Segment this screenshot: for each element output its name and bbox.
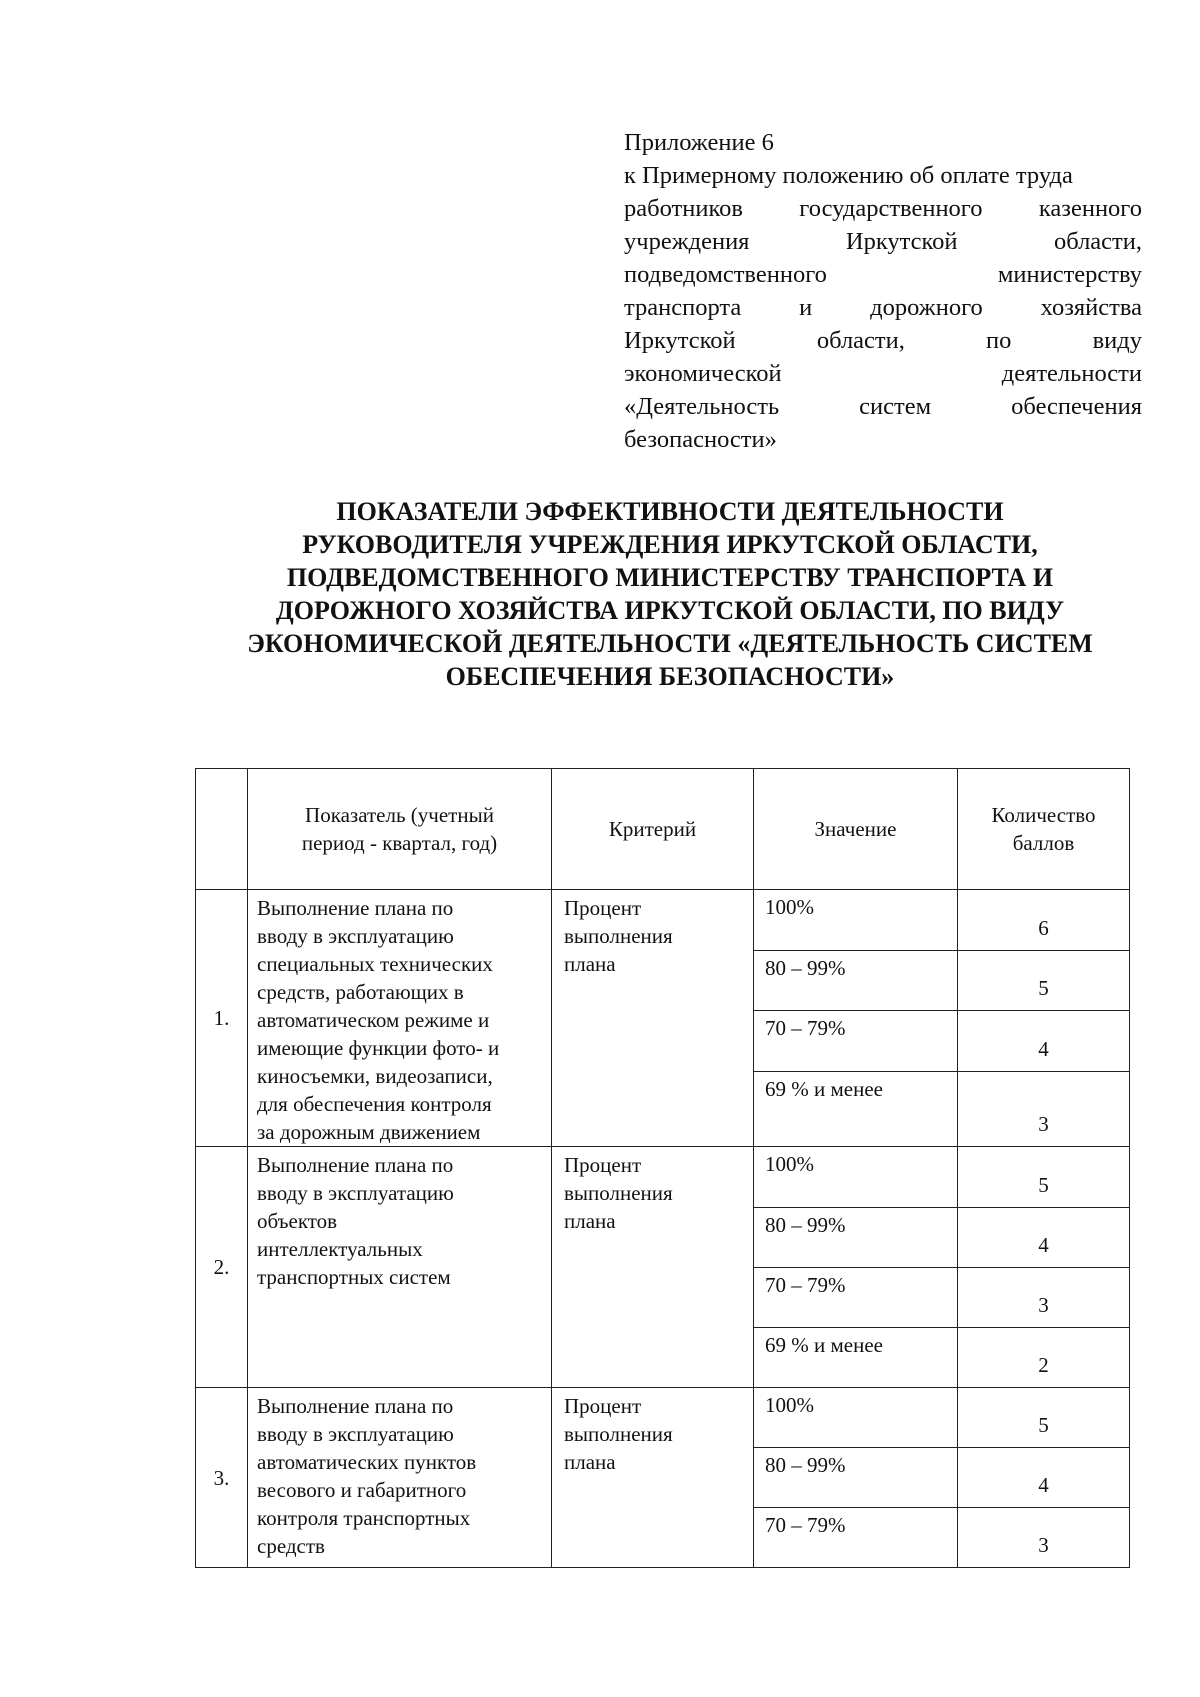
header-number — [196, 769, 248, 890]
value-points: 4 — [958, 1448, 1130, 1508]
indicator-line: объектов — [257, 1209, 338, 1233]
value-points: 2 — [958, 1328, 1130, 1388]
value-range: 80 – 99% — [754, 1208, 958, 1268]
indicator-line: транспортных систем — [257, 1265, 451, 1289]
value-range: 69 % и менее — [754, 1072, 958, 1147]
value-range: 100% — [754, 890, 958, 951]
title-line: ПОКАЗАТЕЛИ ЭФФЕКТИВНОСТИ ДЕЯТЕЛЬНОСТИ — [336, 497, 1004, 526]
title-line: ЭКОНОМИЧЕСКОЙ ДЕЯТЕЛЬНОСТИ «ДЕЯТЕЛЬНОСТЬ СИСТЕМ — [247, 629, 1093, 658]
value-range: 69 % и менее — [754, 1328, 958, 1388]
title-line: ДОРОЖНОГО ХОЗЯЙСТВА ИРКУТСКОЙ ОБЛАСТИ, ПО ВИДУ — [275, 596, 1065, 625]
table-row — [196, 890, 1130, 951]
indicator-line: киносъемки, видеозаписи, — [257, 1064, 493, 1088]
criterion-line: выполнения — [564, 1181, 673, 1205]
value-range: 70 – 79% — [754, 1011, 958, 1072]
value-range: 70 – 79% — [754, 1268, 958, 1328]
appendix-line: работников государственного казенного — [624, 195, 1142, 222]
indicator-line: автоматическом режиме и — [257, 1008, 490, 1032]
value-points: 4 — [958, 1011, 1130, 1072]
header-indicator-line: Показатель (учетный — [305, 803, 494, 827]
appendix-line: «Деятельность систем обеспечения — [624, 393, 1142, 420]
header-indicator-line: период - квартал, год) — [301, 831, 498, 855]
indicator-line: Выполнение плана по — [257, 1153, 454, 1177]
indicator-line: специальных технических — [257, 952, 493, 976]
appendix-line: экономической деятельности — [624, 360, 1142, 387]
criterion-line: Процент — [564, 1394, 642, 1418]
value-points: 4 — [958, 1208, 1130, 1268]
value-points: 3 — [958, 1508, 1130, 1568]
appendix-line: учреждения Иркутской области, — [624, 228, 1142, 255]
row-number: 2. — [196, 1147, 248, 1388]
appendix-header — [624, 126, 1142, 456]
value-points: 5 — [958, 1388, 1130, 1448]
table-row — [196, 1147, 1130, 1208]
criterion-line: Процент — [564, 896, 642, 920]
indicators-table — [195, 768, 1130, 1568]
row-indicator — [248, 890, 552, 1147]
appendix-line: безопасности» — [624, 426, 777, 453]
criterion-line: плана — [564, 1209, 616, 1233]
row-indicator — [248, 1147, 552, 1388]
value-range: 70 – 79% — [754, 1508, 958, 1568]
header-criterion: Критерий — [552, 769, 754, 890]
value-range: 100% — [754, 1388, 958, 1448]
header-indicator — [248, 769, 552, 890]
indicator-line: за дорожным движением — [257, 1120, 481, 1144]
value-points: 3 — [958, 1072, 1130, 1147]
value-points: 5 — [958, 950, 1130, 1011]
criterion-line: выполнения — [564, 924, 673, 948]
criterion-line: плана — [564, 1450, 616, 1474]
header-points — [958, 769, 1130, 890]
indicator-line: средств — [257, 1534, 325, 1558]
document-title — [150, 495, 1190, 693]
indicator-line: вводу в эксплуатацию — [257, 1422, 454, 1446]
row-criterion — [552, 1388, 754, 1568]
title-line: ОБЕСПЕЧЕНИЯ БЕЗОПАСНОСТИ» — [445, 662, 895, 691]
table-row — [196, 1388, 1130, 1448]
row-criterion — [552, 890, 754, 1147]
criterion-line: плана — [564, 952, 616, 976]
title-line: ПОДВЕДОМСТВЕННОГО МИНИСТЕРСТВУ ТРАНСПОРТА И — [286, 563, 1054, 592]
value-points: 6 — [958, 890, 1130, 951]
value-range: 100% — [754, 1147, 958, 1208]
appendix-line: транспорта и дорожного хозяйства — [624, 294, 1142, 321]
indicator-line: вводу в эксплуатацию — [257, 1181, 454, 1205]
header-points-line: Количество — [991, 803, 1096, 827]
indicator-line: имеющие функции фото- и — [257, 1036, 500, 1060]
row-number: 1. — [196, 890, 248, 1147]
indicator-line: вводу в эксплуатацию — [257, 924, 454, 948]
criterion-line: выполнения — [564, 1422, 673, 1446]
indicator-line: автоматических пунктов — [257, 1450, 477, 1474]
indicator-line: Выполнение плана по — [257, 1394, 454, 1418]
value-range: 80 – 99% — [754, 950, 958, 1011]
appendix-line: Приложение 6 — [624, 129, 774, 156]
criterion-line: Процент — [564, 1153, 642, 1177]
row-number: 3. — [196, 1388, 248, 1568]
indicator-line: контроля транспортных — [257, 1506, 471, 1530]
row-indicator — [248, 1388, 552, 1568]
header-points-line: баллов — [1012, 831, 1075, 855]
value-points: 3 — [958, 1268, 1130, 1328]
appendix-line: Иркутской области, по виду — [624, 327, 1142, 354]
indicator-line: весового и габаритного — [257, 1478, 467, 1502]
table-header-row — [196, 769, 1130, 890]
indicator-line: Выполнение плана по — [257, 896, 454, 920]
row-criterion — [552, 1147, 754, 1388]
value-points: 5 — [958, 1147, 1130, 1208]
header-value: Значение — [754, 769, 958, 890]
title-line: РУКОВОДИТЕЛЯ УЧРЕЖДЕНИЯ ИРКУТСКОЙ ОБЛАСТИ, — [302, 530, 1038, 559]
indicator-line: интеллектуальных — [257, 1237, 423, 1261]
appendix-line: подведомственного министерству — [624, 261, 1142, 288]
value-range: 80 – 99% — [754, 1448, 958, 1508]
indicator-line: средств, работающих в — [257, 980, 464, 1004]
indicator-line: для обеспечения контроля — [257, 1092, 492, 1116]
appendix-line: к Примерному положению об оплате труда — [624, 162, 1073, 189]
